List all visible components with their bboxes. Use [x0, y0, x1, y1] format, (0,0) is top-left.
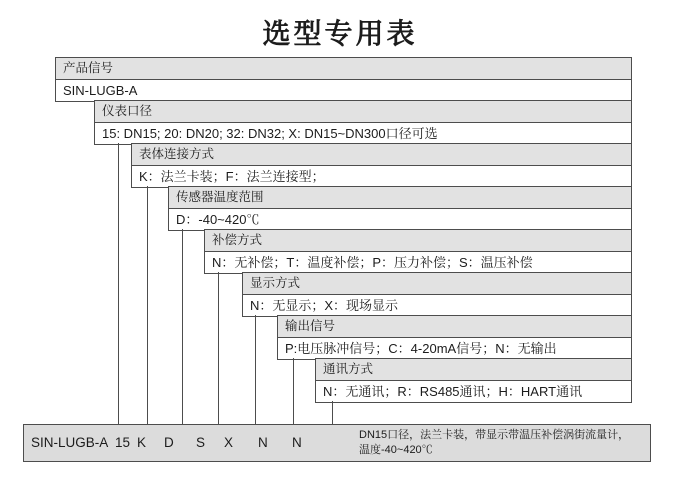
spec-block-label: 产品信号: [56, 58, 631, 80]
connector-line-body-connection: [147, 186, 148, 424]
model-code-part-output: N: [258, 435, 268, 450]
connector-line-meter-diameter: [118, 143, 119, 424]
model-code-row: [23, 424, 651, 462]
spec-block-label: 输出信号: [278, 316, 631, 338]
spec-block-communication-mode: [315, 358, 632, 403]
spec-block-options: N：无补偿；T：温度补偿；P：压力补偿；S：温压补偿: [212, 255, 533, 270]
spec-block-label: 传感器温度范围: [169, 187, 631, 209]
connector-line-sensor-temp-range: [182, 229, 183, 424]
spec-block-output-signal: [277, 315, 632, 360]
spec-block-compensation-mode: [204, 229, 632, 274]
page-title: 选型专用表: [262, 18, 418, 49]
spec-block-options: N：无显示；X：现场显示: [250, 298, 399, 313]
spec-block-label: 补偿方式: [205, 230, 631, 252]
connector-line-compensation-mode: [218, 272, 219, 424]
spec-block-label: 仪表口径: [95, 101, 631, 123]
model-description-line1: DN15口径，法兰卡装，带显示带温压补偿涡街流量计，: [359, 429, 630, 441]
spec-block-body-connection: [131, 143, 632, 188]
connector-line-communication-mode: [332, 401, 333, 424]
spec-block-product-signal: [55, 57, 632, 102]
spec-block-sensor-temp-range: [168, 186, 632, 231]
model-code-part-diameter: 15: [115, 435, 131, 450]
model-code-part-display: X: [224, 435, 234, 450]
model-description-line2: 温度-40~420℃: [359, 444, 433, 456]
spec-block-label: 表体连接方式: [132, 144, 631, 166]
spec-block-meter-diameter: [94, 100, 632, 145]
spec-block-options: P:电压脉冲信号；C：4-20mA信号；N：无输出: [285, 341, 557, 356]
spec-block-options: N：无通讯；R：RS485通讯；H：HART通讯: [323, 384, 583, 399]
model-code-part-connection: K: [137, 435, 147, 450]
model-code-part-temp-range: D: [164, 435, 174, 450]
spec-block-options: D：-40~420℃: [176, 212, 260, 227]
model-description: [359, 428, 629, 458]
model-code-part-compensation: S: [196, 435, 206, 450]
spec-block-label: 通讯方式: [316, 359, 631, 381]
connector-line-display-mode: [255, 315, 256, 424]
spec-block-label: 显示方式: [243, 273, 631, 295]
spec-block-options: K：法兰卡装；F：法兰连接型；: [139, 169, 325, 184]
spec-block-options: SIN-LUGB-A: [63, 83, 138, 98]
connector-line-output-signal: [293, 358, 294, 424]
model-code-part-communication: N: [292, 435, 302, 450]
model-prefix: SIN-LUGB-A: [31, 435, 109, 450]
spec-block-display-mode: [242, 272, 632, 317]
spec-block-options: 15: DN15; 20: DN20; 32: DN32; X: DN15~DN300口径可选: [102, 126, 438, 141]
